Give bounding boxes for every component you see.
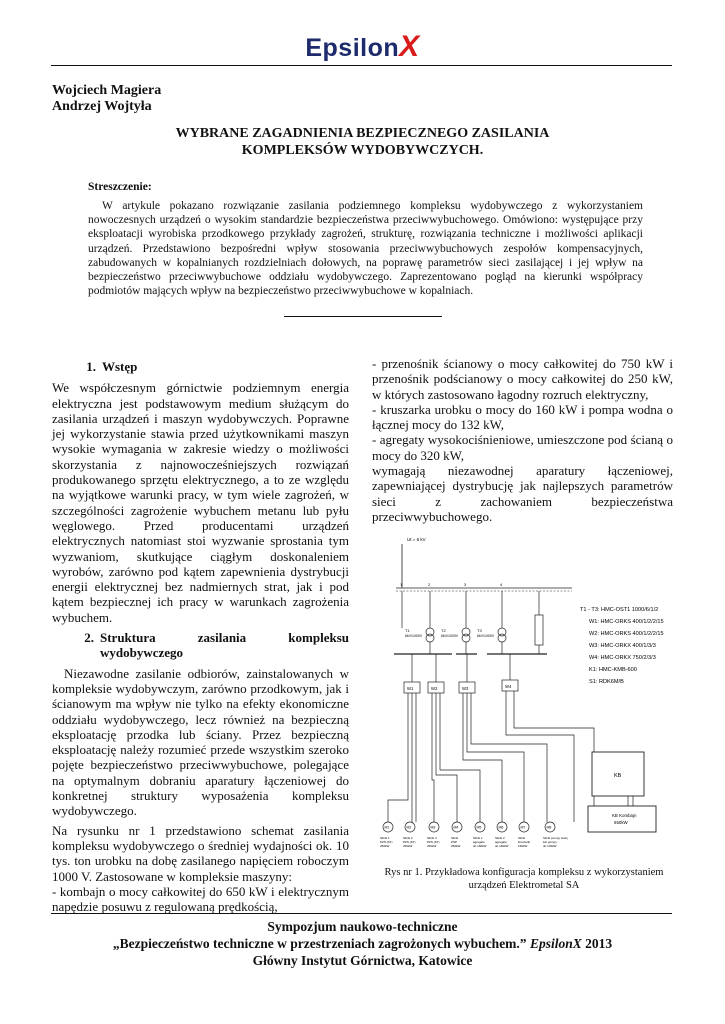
svg-text:PZS (ST): PZS (ST) (403, 840, 416, 844)
power-supply-schematic (372, 530, 676, 862)
footer-conference-name: „Bezpieczeństwo techniczne w przestrzeniach zagrożonych wybuchem.” (112, 936, 527, 951)
footer-title (52, 935, 673, 952)
motor-label: M5 (476, 825, 482, 830)
svg-text:do 160kW: do 160kW (473, 844, 487, 848)
motor-cables (388, 691, 622, 830)
logo-text: Epsilon (305, 34, 400, 62)
svg-text:Silnik 3: Silnik 3 (427, 836, 437, 840)
transformer-label: T2 (441, 628, 446, 633)
section-number: 1. (86, 359, 96, 374)
logo-x: X (399, 30, 420, 63)
switchgear-w1 (404, 682, 420, 693)
right-column (372, 356, 673, 524)
footer-rule (51, 913, 672, 914)
motor-m4 (452, 822, 462, 832)
svg-text:PZS (ST): PZS (ST) (380, 840, 393, 844)
motor-m1 (383, 822, 393, 832)
bus-number: 3 (464, 582, 467, 587)
section-2-paragraph-1: Niezawodne zasilanie odbiorów, zainstalowanych w kompleksie wydobywczym, zarówno przodkowym, jak i ścianowym ma wpływ nie tylko na efekty ekonomiczne oddziału wydobywczego, lecz również na bezpieczną eksploatację przodka lub ściany. Przez bezpieczną eksploatację należy rozumieć przede wszystkim szeroko pojęte bezpieczeństwo przeciwwybuchowe, polegające na optymalnym dobraniu aparatury łączeniowej do konkretnej struktury wyposażenia kompleksu wydobywczego. (52, 665, 349, 819)
authors (52, 83, 161, 115)
svg-text:160kW: 160kW (518, 844, 528, 848)
caption-line-2: urządzeń Elektrometal SA (468, 879, 580, 891)
section-2-heading (52, 630, 349, 661)
footer-institute: Główny Instytut Górnictwa, Katowice (252, 953, 473, 968)
motor-m5 (475, 822, 485, 832)
footer-year: 2013 (585, 936, 613, 951)
list-item: - przenośnik ścianowy o mocy całkowitej do 750 kW i przenośnik podścianowy o mocy całkowitej do 250 kW, w których zastosowano łagodny rozruch elektryczny, (372, 356, 673, 402)
footer (52, 918, 673, 969)
svg-text:PSP: PSP (451, 840, 458, 844)
bus-number: 4 (500, 582, 503, 587)
switchgear-label: W1 (407, 686, 414, 691)
kb-label: KB (614, 773, 622, 779)
footer-symposium: Sympozjum naukowo-techniczne (267, 919, 458, 934)
switchgear-w4 (502, 680, 518, 691)
legend-item: W2: HMC-ORKS 400/1/2/2/15 (589, 631, 664, 637)
transformer-t2 (441, 628, 470, 642)
section-number: 2. (84, 630, 94, 646)
closing-paragraph: wymagają niezawodnej aparatury łączeniowej, zapewniającej dystrybucję jak najlepszych parametrów sieci z zachowaniem bezpieczeństwa przeciwwybuchowego. (372, 463, 673, 524)
legend-item: T1 - T3: HMC-OST1 1000/6/1/2 (580, 607, 659, 613)
legend-item: S1: RDK6M/B (589, 679, 624, 685)
title-line-2: KOMPLEKSÓW WYDOBYWCZYCH. (241, 143, 484, 158)
equipment-legend (580, 607, 664, 685)
transformer-label: T3 (477, 628, 482, 633)
svg-text:Silnik 1: Silnik 1 (473, 836, 483, 840)
svg-text:agregatu: agregatu (495, 840, 507, 844)
motor-m2 (405, 822, 415, 832)
transformer-label: T1 (405, 628, 410, 633)
list-item: - kombajn o mocy całkowitej do 650 kW i elektrycznym napędzie posuwu z regulowaną prędkością, (52, 883, 349, 915)
title-line-1: WYBRANE ZAGADNIENIA BEZPIECZNEGO ZASILANIA (175, 126, 550, 141)
svg-text:lub pompy: lub pompy (543, 840, 557, 844)
author-2: Andrzej Wojtyła (52, 99, 152, 114)
bus-number: 1 (400, 582, 403, 587)
abstract-separator (284, 316, 442, 317)
transformer-t1 (405, 628, 434, 642)
transformer-rating: 6kV/1000V (405, 634, 423, 638)
svg-text:Silnik: Silnik (451, 836, 459, 840)
svg-text:agregatu: agregatu (473, 840, 485, 844)
motor-label: M6 (498, 825, 504, 830)
header-rule (51, 65, 672, 66)
disconnector (535, 615, 543, 645)
left-column (52, 357, 349, 914)
kombajn-kb (588, 752, 656, 832)
svg-text:PZS (ST): PZS (ST) (427, 840, 440, 844)
svg-text:250kW: 250kW (427, 844, 437, 848)
svg-text:Silnik 2: Silnik 2 (495, 836, 505, 840)
switchgear-label: W2 (431, 686, 438, 691)
switchgear-w3 (459, 682, 475, 693)
legend-item: W1: HMC-ORKS 400/1/2/2/15 (589, 619, 664, 625)
motor-label: M3 (430, 825, 436, 830)
motor-label: M8 (546, 825, 552, 830)
kb-title: KB Kombajn (612, 813, 637, 818)
motor-label: M4 (453, 825, 459, 830)
svg-text:250kW: 250kW (451, 844, 461, 848)
bus-number: 2 (428, 582, 431, 587)
section-title: Struktura zasilania kompleksu wydobywczego (100, 630, 349, 661)
svg-text:kruszarki: kruszarki (518, 840, 531, 844)
svg-text:Silnik 1: Silnik 1 (380, 836, 390, 840)
abstract-text: W artykule pokazano rozwiązanie zasilania podziemnego kompleksu wydobywczego z wykorzystaniem nowoczesnych urządzeń o wysokim standardzie bezpieczeństwa przeciwwybuchowego. Omówiono: występujące przy eksploatacji wyrobiska przodkowego przykłady zagrożeń, strukturę, rozwiązania techniczne i możliwości aplikacji urządzeń. Przedstawiono bezpośredni wpływ stosowania przeciwwybuchowych zespołów kompensacyjnych, zabudowanych w kopalnianych rozdzielniach dołowych, na poprawę parametrów sieci zasilającej i jej wpływ na bezpieczeństwo przeciwwybuchowe oddziału wydobywczego. Zaprezentowano pogląd na kierunki współpracy podmiotów mających wpływ na bezpieczeństwo przeciwwybuchowe w kopalniach. (88, 200, 643, 298)
motor-label: M7 (520, 825, 526, 830)
svg-text:Silnik: Silnik (518, 836, 526, 840)
svg-text:Silnik 2: Silnik 2 (403, 836, 413, 840)
transformer-t3 (477, 628, 506, 642)
epsilonx-logo (0, 30, 725, 64)
motor-descriptions (380, 836, 568, 848)
transformer-rating: 6kV/1000V (477, 634, 495, 638)
footer-brand: EpsilonX (529, 936, 582, 951)
transformer-rating: 6kV/1000V (441, 634, 459, 638)
source-voltage-label: Ut = 6 kV (407, 537, 426, 542)
svg-text:250kW: 250kW (403, 844, 413, 848)
switchgear-w2 (428, 682, 444, 693)
motor-m3 (429, 822, 439, 832)
list-item: - kruszarka urobku o mocy do 160 kW i pompa wodna o łącznej mocy do 132 kW, (372, 401, 673, 433)
motor-m8 (545, 822, 555, 832)
caption-line-1: Rys nr 1. Przykładowa konfiguracja kompleksu z wykorzystaniem (384, 867, 664, 878)
paper-title (60, 125, 665, 159)
motor-m6 (497, 822, 507, 832)
svg-text:Silnik pompy wody: Silnik pompy wody (543, 836, 568, 840)
switchgear-label: W4 (505, 684, 512, 689)
section-2-paragraph-2: Na rysunku nr 1 przedstawiono schemat zasilania kompleksu wydobywczego o średniej wydajności ok. 10 tys. ton urobku na dobę zasilanego napięciem roboczym 1000 V. Zastosowane w kompleksie maszyny: (52, 822, 349, 884)
figure-caption (372, 867, 676, 892)
switchgear-label: W3 (462, 686, 469, 691)
kb-power: 650kW (614, 820, 628, 825)
intro-paragraph: We współczesnym górnictwie podziemnym energia elektryczna jest podstawowym medium służącym do zasilania urządzeń i maszyn wydobywczych. Poprawne jej wykorzystanie stawia przed użytkownikami maszyn wysokie wymagania w zakresie wiedzy o możliwości skorzystania z najnowocześniejszych rozwiązań produkowanego sprzętu elektrycznego, a to ze względu na wyjątkowe warunki pracy, w tym wiele zagrożeń, w szczególności zagrożenie wybuchem metanu lub pyłu węglowego. Przed producentami urządzeń elektrycznych natomiast stoi wyzwanie sprostania tym wyzwaniom, skutkujące ciągłym doskonaleniem wyrobów, zarówno pod kątem zapewnienia dystrybucji energii elektrycznej bez nadmiernych strat, jak i pod kątem bezpiecznej ich pracy w warunkach zagrożenia wybuchem. (52, 380, 349, 625)
svg-text:250kW: 250kW (380, 844, 390, 848)
svg-text:do 160kW: do 160kW (495, 844, 509, 848)
motor-label: M1 (384, 825, 390, 830)
svg-text:do 132kW: do 132kW (543, 844, 557, 848)
motor-label: M2 (406, 825, 412, 830)
motor-m7 (519, 822, 529, 832)
section-title: Wstęp (102, 359, 138, 374)
section-1-heading (52, 359, 349, 374)
author-1: Wojciech Magiera (52, 83, 162, 98)
legend-item: K1: HMC-KMB-600 (589, 667, 637, 673)
legend-item: W3: HMC-ORKX 400/1/3/3 (589, 643, 656, 649)
abstract-heading: Streszczenie: (88, 181, 152, 193)
list-item: - agregaty wysokociśnieniowe, umieszczone pod ścianą o mocy do 320 kW, (372, 432, 673, 463)
legend-item: W4: HMC-ORKX 750/2/3/3 (589, 655, 656, 661)
